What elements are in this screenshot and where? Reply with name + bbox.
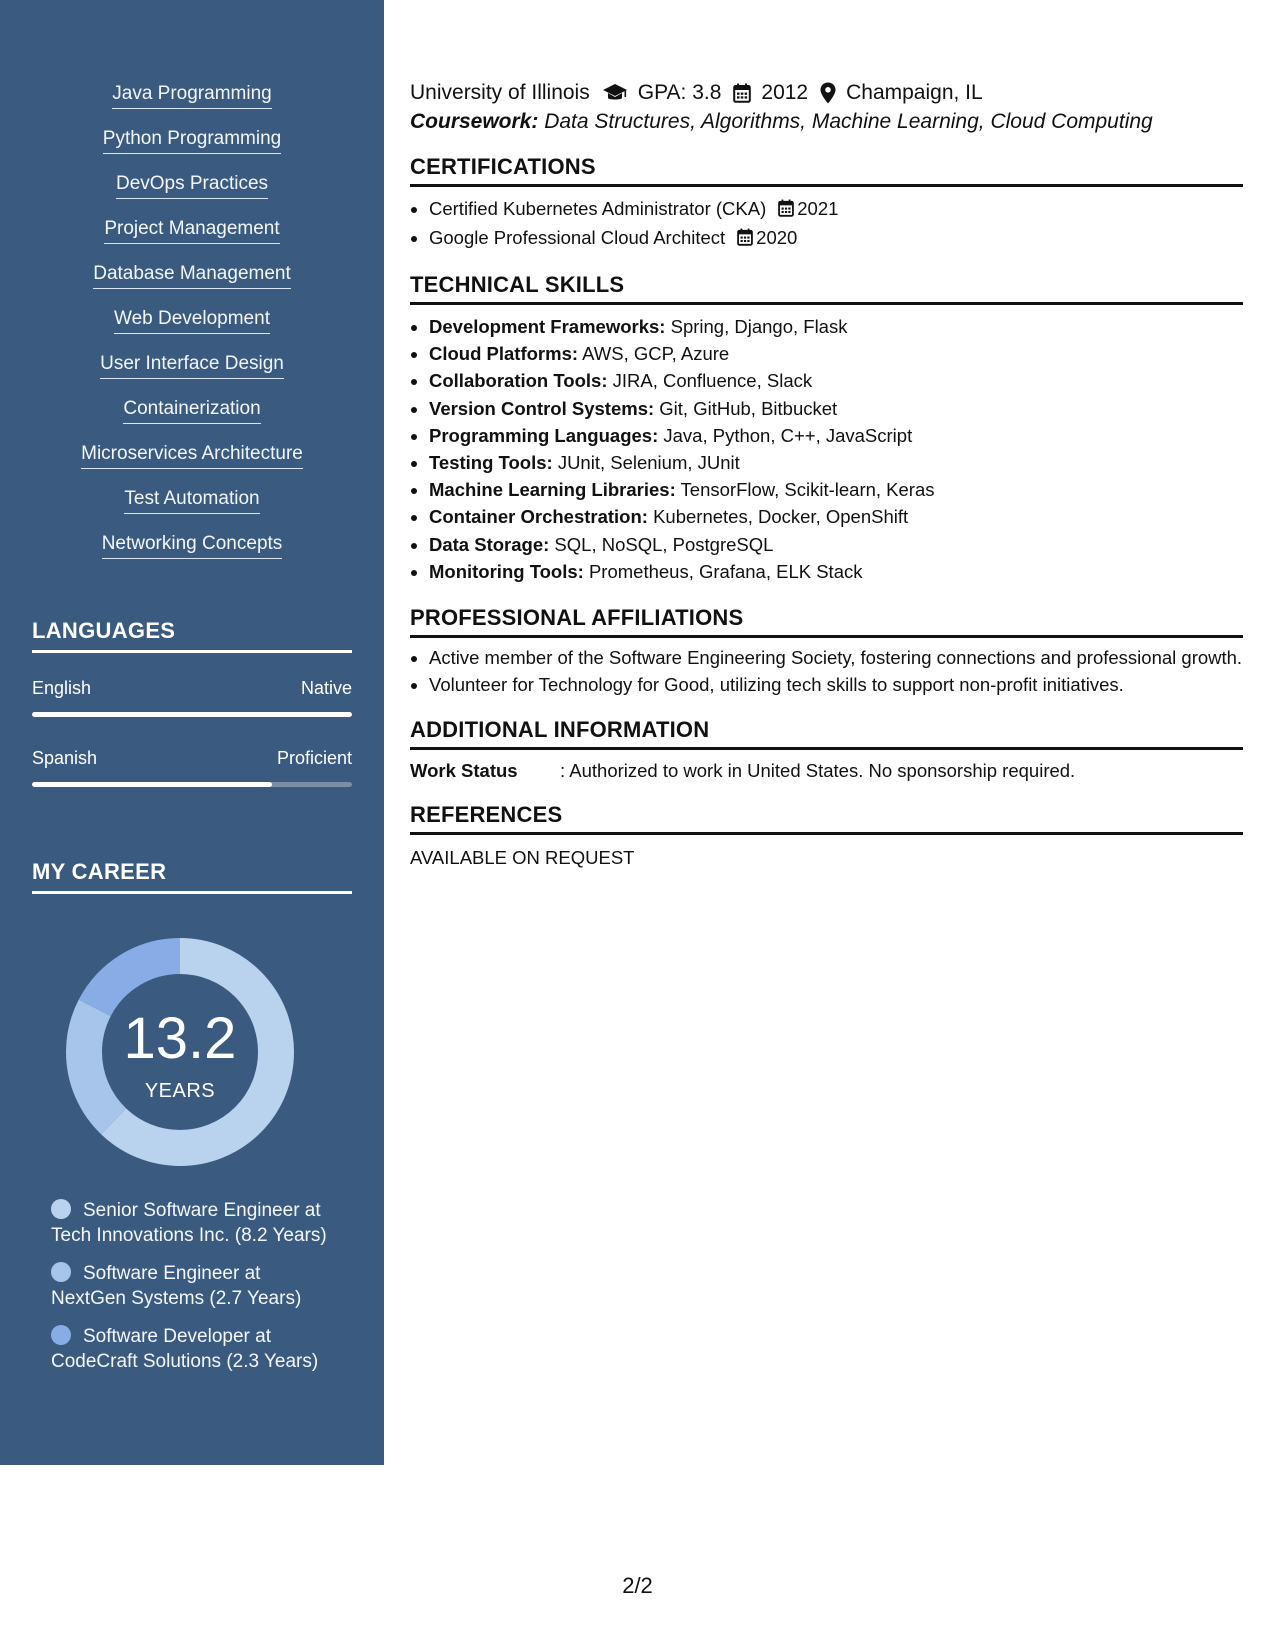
skills-list [0,84,384,579]
sidebar [0,0,384,1465]
language-bar [32,712,352,717]
work-status-value: : Authorized to work in United States. No sponsorship required. [560,760,1076,782]
language-bar [32,782,352,787]
work-status-label: Work Status [410,760,518,782]
graduation-year: 2012 [761,81,809,104]
school-location: Champaign, IL [846,81,983,104]
languages-heading: LANGUAGES [32,618,352,653]
list-item: • Collaboration Tools: JIRA, Confluence, Slack [429,367,1243,394]
career-donut-center [66,938,294,1166]
list-item: • Active member of the Software Engineering Society, fostering connections and professional growth. [429,646,1243,670]
career-heading: MY CAREER [32,859,352,894]
additional-info-heading: ADDITIONAL INFORMATION [410,717,1243,750]
list-item: • Cloud Platforms: AWS, GCP, Azure [429,340,1243,367]
list-item: • Monitoring Tools: Prometheus, Grafana, ELK Stack [429,558,1243,585]
certifications-heading: CERTIFICATIONS [410,154,1243,187]
calendar-icon [733,83,751,103]
language-level: Native [300,678,352,698]
list-item: • Machine Learning Libraries: TensorFlow, Scikit-learn, Keras [429,476,1243,503]
legend-dot-icon [51,1262,71,1282]
language-bar-fill [32,712,352,717]
technical-skills-list [410,313,1243,585]
skill-item: Database Management [0,264,384,309]
skill-item: DevOps Practices [0,174,384,219]
list-item: • Data Storage: SQL, NoSQL, PostgreSQL [429,531,1243,558]
affiliations-heading: PROFESSIONAL AFFILIATIONS [410,605,1243,638]
skill-item: Test Automation [0,489,384,534]
certifications-list [410,195,1243,252]
career-years-label: YEARS [144,1080,216,1102]
skill-item: User Interface Design [0,354,384,399]
page-number: 2/2 [622,1573,653,1598]
list-item: • Volunteer for Technology for Good, utilizing tech skills to support non-profit initiatives. [429,673,1243,697]
legend-dot-icon [51,1325,71,1345]
list-item: • Google Professional Cloud Architect 2020 [429,224,1243,253]
language-name: Spanish [32,748,98,768]
map-pin-icon [820,82,836,104]
career-legend-item: Senior Software Engineer at Tech Innovations Inc. (8.2 Years) [51,1200,327,1246]
work-status-row [410,760,1243,782]
list-item: • Certified Kubernetes Administrator (CKA) 2021 [429,195,1243,224]
education-line [410,78,1243,108]
career-legend-item: Software Developer at CodeCraft Solutions (2.3 Years) [51,1326,319,1372]
graduation-cap-icon [602,83,628,103]
skill-item: Networking Concepts [0,534,384,579]
calendar-icon [778,199,794,217]
gpa: GPA: 3.8 [637,81,722,104]
skill-item: Project Management [0,219,384,264]
career-legend [51,1198,371,1387]
list-item: • Programming Languages: Java, Python, C++, JavaScript [429,422,1243,449]
calendar-icon [737,228,753,246]
school-name: University of Illinois [410,81,590,104]
career-donut-chart [66,938,294,1166]
skill-item: Web Development [0,309,384,354]
skill-item: Python Programming [0,129,384,174]
main-content [410,78,1243,869]
language-level: Proficient [276,748,352,768]
skill-item: Microservices Architecture [0,444,384,489]
career-legend-item: Software Engineer at NextGen Systems (2.7 Years) [51,1263,302,1309]
technical-skills-heading: TECHNICAL SKILLS [410,272,1243,305]
language-name: English [32,678,92,698]
language-bar-fill [32,782,272,787]
affiliations-list [410,646,1243,697]
skill-item: Java Programming [0,84,384,129]
list-item: • Container Orchestration: Kubernetes, Docker, OpenShift [429,503,1243,530]
career-total-years: 13.2 [123,1006,237,1071]
list-item: • Development Frameworks: Spring, Django, Flask [429,313,1243,340]
references-text: AVAILABLE ON REQUEST [410,847,635,869]
coursework: Coursework: Data Structures, Algorithms, Machine Learning, Cloud Computing [410,110,1153,133]
references-heading: REFERENCES [410,802,1243,835]
list-item: • Version Control Systems: Git, GitHub, Bitbucket [429,395,1243,422]
skill-item: Containerization [0,399,384,444]
list-item: • Testing Tools: JUnit, Selenium, JUnit [429,449,1243,476]
legend-dot-icon [51,1199,71,1219]
